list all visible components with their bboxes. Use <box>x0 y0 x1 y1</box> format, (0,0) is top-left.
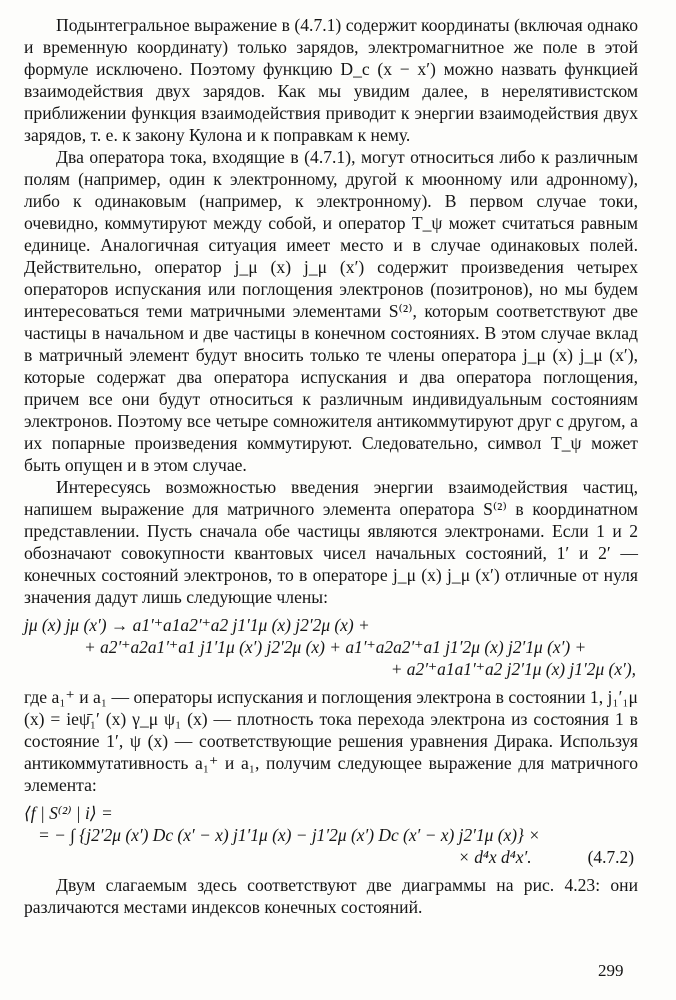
paragraph-2: Два оператора тока, входящие в (4.7.1), могут относиться либо к различным полям (например, один к электронному, другой к мюонному или адронному), либо к одинаковым (например, к электронному). В первом случае токи, очевидно, коммутируют между собой, и оператор T_ψ может считаться равным единице. Аналогичная ситуация имеет место и в случае одинаковых полей. Действительно, оператор j_μ (x) j_μ (x′) содержит произведения четырех операторов испускания или поглощения электронов (позитронов), но мы будем интересоваться теми матричными элементами S⁽²⁾, которым соответствуют две частицы в начальном и две частицы в конечном состояниях. В этом случае вклад в матричный элемент будут вносить только те члены оператора j_μ (x) j_μ (x′), которые содержат два оператора испускания и два оператора поглощения, причем все они будут относиться к различным индивидуальным состояниям электронов. Поэтому все четыре сомножителя антикоммутируют друг с другом, а их попарные произведения коммутируют. Следовательно, символ T_ψ может быть опущен и в этом случае. <box>24 147 638 475</box>
equation-currents <box>24 614 638 680</box>
equation-currents-line-1: jμ (x) jμ (x′) → a1′⁺a1a2′⁺a2 j1′1μ (x) j2′2μ (x) + <box>24 615 370 635</box>
equation-currents-line-3: + a2′⁺a1a1′⁺a2 j2′1μ (x) j1′2μ (x′), <box>390 659 636 679</box>
paragraph-4: где a₁⁺ и a₁ — операторы испускания и поглощения электрона в состоянии 1, j₁′₁μ (x) = ieψ̄₁′ (x) γ_μ ψ₁ (x) — плотность тока перехода электрона из состояния 1 в состояние 1′, ψ (x) — соответствующие решения уравнения Дирака. Используя антикоммутативность a₁⁺ и a₁, получим следующее выражение для матричного элемента: <box>24 687 638 795</box>
page-body <box>24 14 638 918</box>
equation-matrix-line-1: ⟨f | S⁽²⁾ | i⟩ = <box>24 803 113 823</box>
paragraph-1: Подынтегральное выражение в (4.7.1) содержит координаты (включая однако и временную координату) только зарядов, электромагнитное же поле в этой формуле исключено. Поэтому функцию D_c (x − x′) можно назвать функцией взаимодействия двух зарядов. Как мы увидим далее, в нерелятивистском приближении функция взаимодействия приводит к энергии взаимодействия двух зарядов, т. е. к закону Кулона и к поправкам к нему. <box>24 15 638 145</box>
equation-matrix-line-3-text: × d⁴x d⁴x′. <box>458 847 532 867</box>
equation-matrix-line-3 <box>24 846 638 868</box>
page-number: 299 <box>598 961 624 980</box>
paragraph-5: Двум слагаемым здесь соответствуют две диаграммы на рис. 4.23: они различаются местами индексов конечных состояний. <box>24 875 638 917</box>
equation-number: (4.7.2) <box>587 847 634 867</box>
paragraph-3: Интересуясь возможностью введения энергии взаимодействия частиц, напишем выражение для матричного элемента оператора S⁽²⁾ в координатном представлении. Пусть сначала обе частицы являются электронами. Если 1 и 2 обозначают совокупности квантовых чисел начальных состояний, 1′ и 2′ — конечных состояний электронов, то в операторе j_μ (x) j_μ (x′) отличные от нуля значения дадут лишь следующие члены: <box>24 477 638 607</box>
equation-matrix-line-2: = − ∫ {j2′2μ (x′) Dc (x′ − x) j1′1μ (x) − j1′2μ (x′) Dc (x′ − x) j2′1μ (x)} × <box>38 825 541 845</box>
equation-matrix-element <box>24 802 638 868</box>
equation-currents-line-2: + a2′⁺a2a1′⁺a1 j1′1μ (x′) j2′2μ (x) + a1′⁺a2a2′⁺a1 j1′2μ (x) j2′1μ (x′) + <box>84 637 587 657</box>
